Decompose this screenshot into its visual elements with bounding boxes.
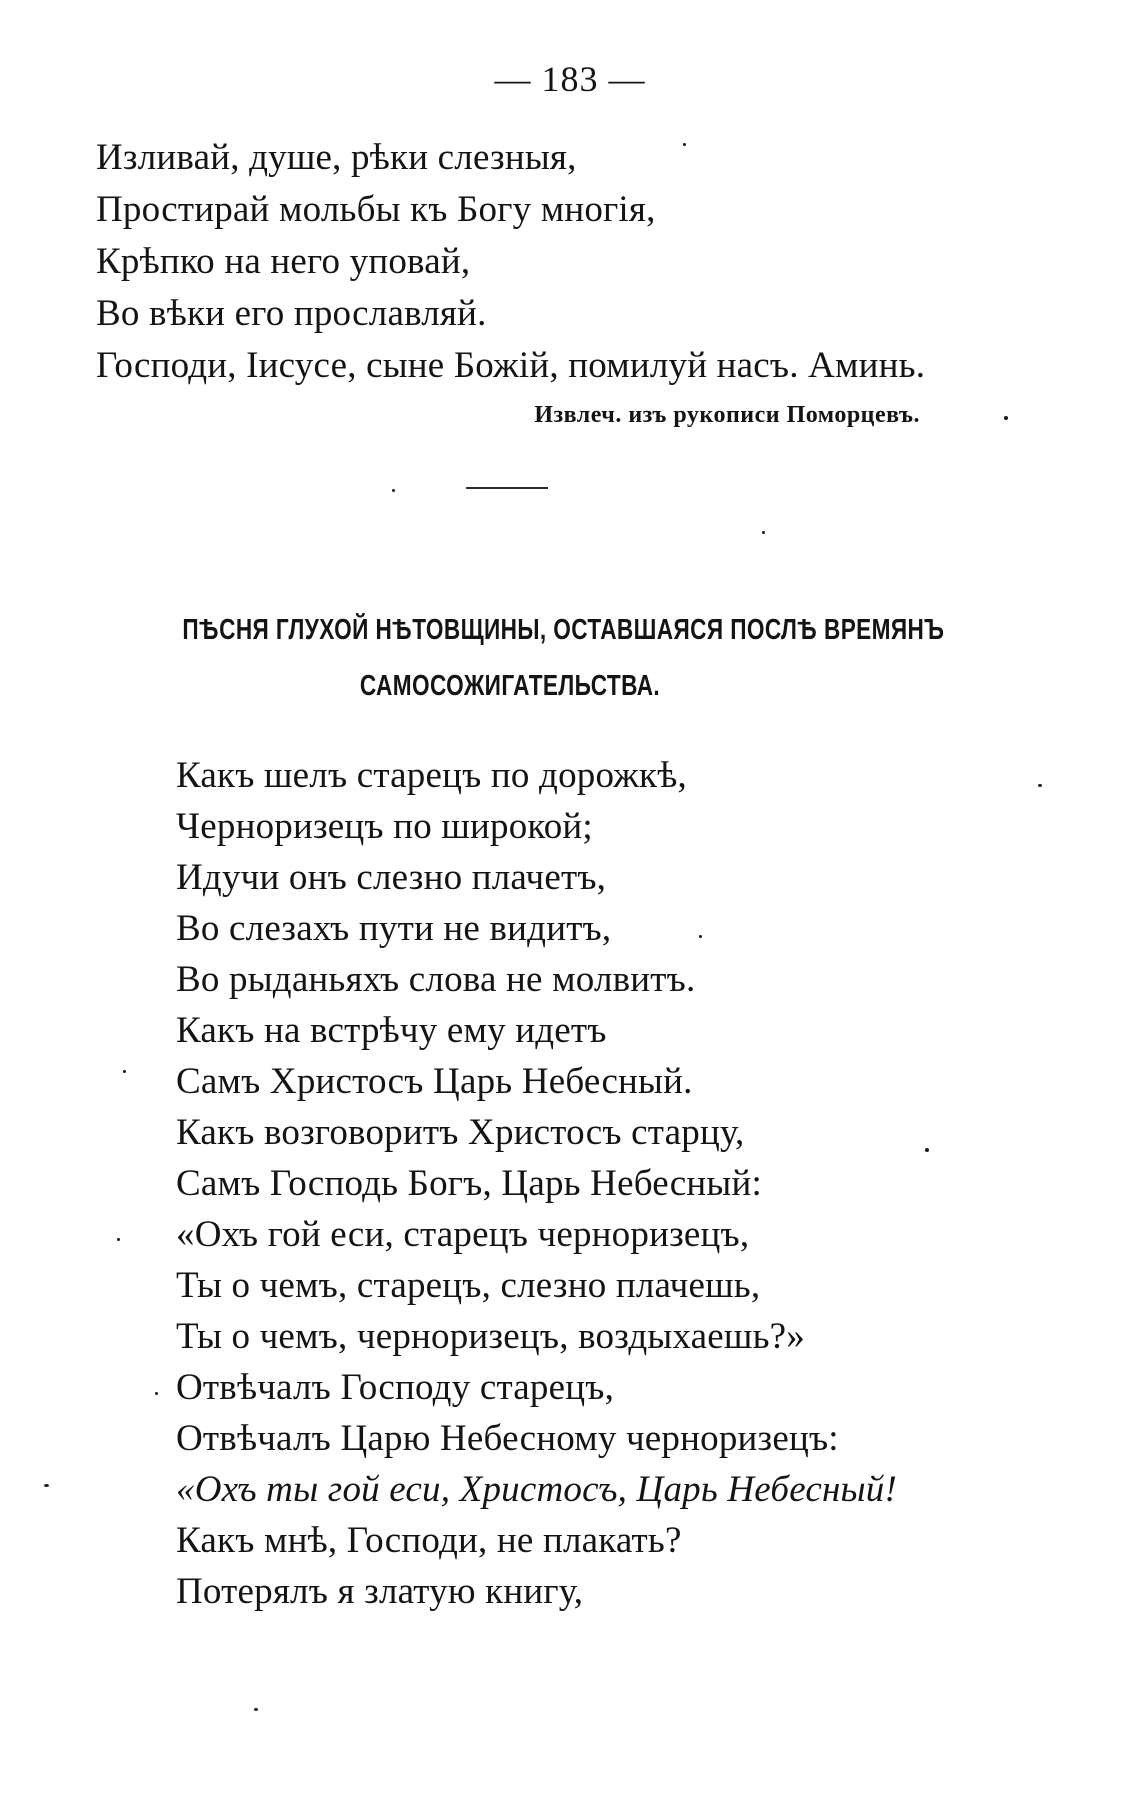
song-title-line-1: ПѢСНЯ ГЛУХОЙ НѢТОВЩИНЫ, ОСТАВШАЯСЯ ПОСЛѢ ВРЕМЯНЪ	[182, 614, 945, 646]
scan-speck	[1004, 416, 1008, 420]
scan-speck	[699, 935, 702, 938]
page-number: — 183 —	[494, 59, 646, 99]
closing-prayer-stanza	[96, 132, 1076, 392]
verse-line: Какъ возговоритъ Христосъ старцу,	[176, 1112, 745, 1153]
verse-line: Ты о чемъ, старецъ, слезно плачешь,	[176, 1265, 761, 1306]
verse-line: Во рыданьяхъ слова не молвитъ.	[176, 959, 696, 1000]
scan-speck	[123, 1070, 126, 1073]
source-attribution: Извлеч. изъ рукописи Поморцевъ.	[534, 402, 920, 428]
verse-line: Отвѣчалъ Господу старецъ,	[176, 1367, 615, 1408]
verse-line: Отвѣчалъ Царю Небесному черноризецъ:	[176, 1418, 839, 1459]
song-verses	[176, 750, 1076, 1617]
verse-line: Самъ Господь Богъ, Царь Небесный:	[176, 1163, 762, 1204]
verse-line: «Охъ гой еси, старецъ черноризецъ,	[176, 1214, 750, 1255]
verse-line: Во вѣки его прославляй.	[96, 293, 487, 334]
verse-line: Идучи онъ слезно плачетъ,	[176, 857, 607, 898]
scan-speck	[1038, 784, 1042, 787]
verse-line: Какъ шелъ старецъ по дорожкѣ,	[176, 755, 687, 796]
scan-speck	[155, 1392, 158, 1395]
scan-speck	[762, 531, 765, 534]
scan-speck	[117, 1238, 120, 1241]
verse-line: Простирай мольбы къ Богу многія,	[96, 189, 656, 230]
song-title-line-2: САМОСОЖИГАТЕЛЬСТВА.	[359, 670, 661, 702]
verse-line-italic: «Охъ ты гой еси, Христосъ, Царь Небесный!	[176, 1469, 897, 1510]
verse-line: Самъ Христосъ Царь Небесный.	[176, 1061, 693, 1102]
section-divider	[466, 487, 548, 489]
verse-line: Изливай, душе, рѣки слезныя,	[96, 137, 577, 178]
verse-line: Во слезахъ пути не видитъ,	[176, 908, 612, 949]
verse-line: Господи, Іисусе, сыне Божій, помилуй насъ. Аминь.	[96, 345, 926, 386]
verse-line: Потерялъ я златую книгу,	[176, 1571, 584, 1612]
scan-speck	[44, 1484, 49, 1487]
verse-line: Ты о чемъ, черноризецъ, воздыхаешь?»	[176, 1316, 805, 1357]
song-title	[182, 602, 945, 714]
scan-speck	[392, 489, 395, 492]
verse-line: Какъ на встрѣчу ему идетъ	[176, 1010, 607, 1051]
verse-line: Крѣпко на него уповай,	[96, 241, 471, 282]
scan-speck	[925, 1148, 929, 1152]
scan-speck	[683, 143, 686, 146]
scan-speck	[254, 1708, 258, 1711]
verse-line: Какъ мнѣ, Господи, не плакать?	[176, 1520, 682, 1561]
verse-line: Черноризецъ по широкой;	[176, 806, 593, 847]
